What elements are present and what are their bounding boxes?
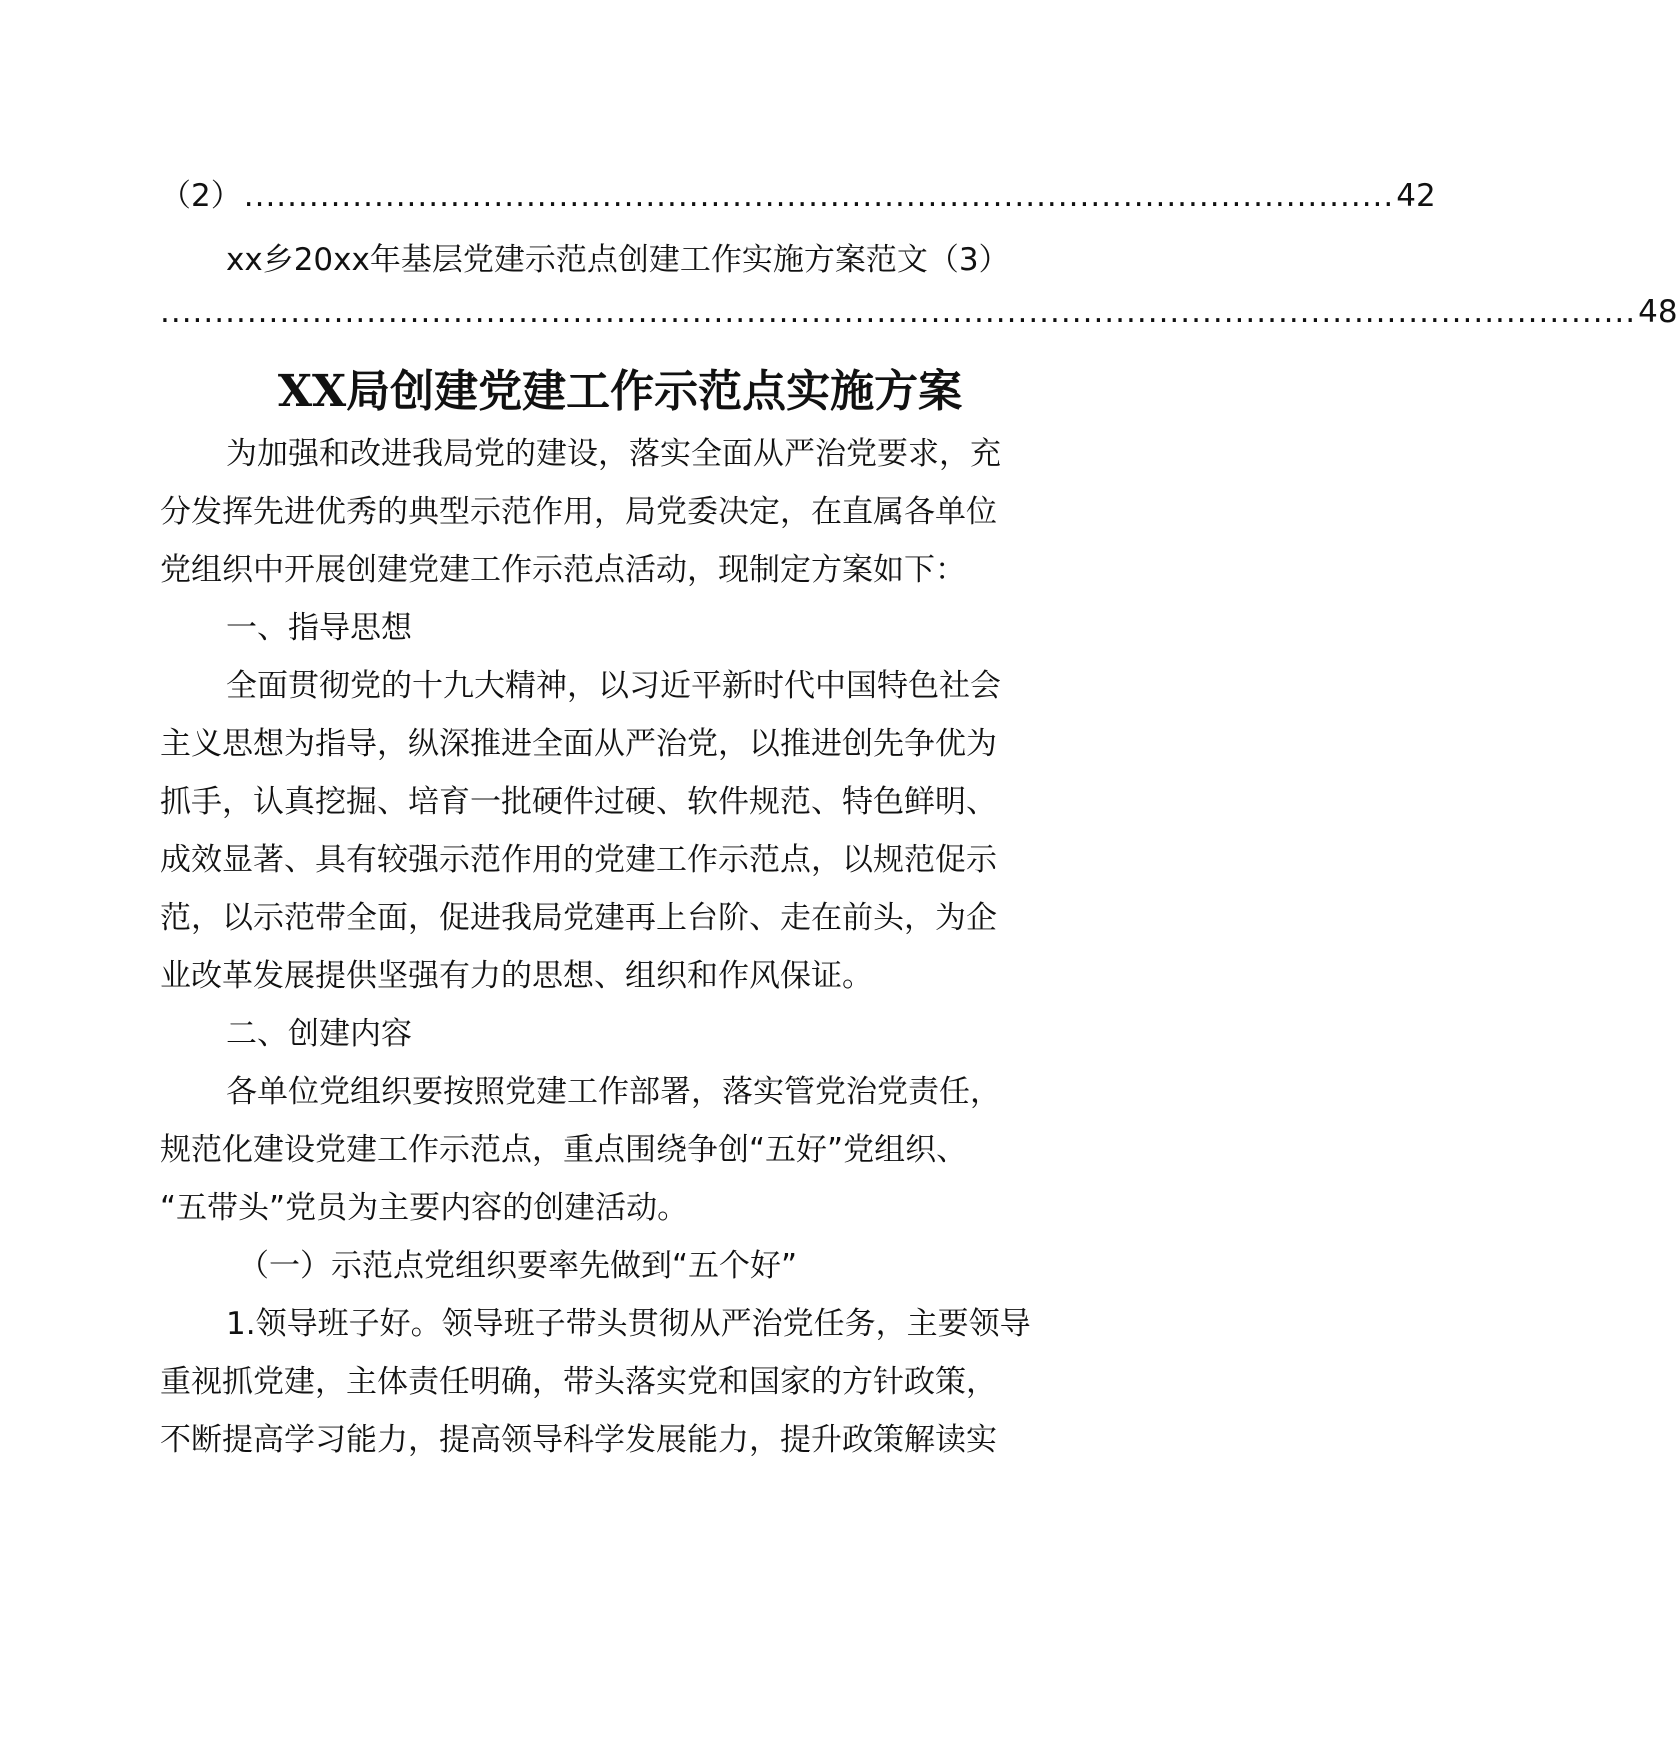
- subsection-heading: （一）示范点党组织要率先做到“五个好”: [238, 1248, 798, 1284]
- paragraph-line: 为加强和改进我局党的建设，落实全面从严治党要求，充: [226, 436, 1001, 472]
- section-heading: 二、创建内容: [226, 1016, 412, 1052]
- paragraph-line: “五带头”党员为主要内容的创建活动。: [160, 1190, 689, 1226]
- paragraph-line: 分发挥先进优秀的典型示范作用，局党委决定，在直属各单位: [160, 494, 997, 530]
- paragraph-line: 成效显著、具有较强示范作用的党建工作示范点，以规范促示: [160, 842, 997, 878]
- document-title: XX局创建党建工作示范点实施方案: [277, 366, 963, 417]
- paragraph-line: 重视抓党建，主体责任明确，带头落实党和国家的方针政策，: [160, 1364, 997, 1400]
- paragraph-line: 抓手，认真挖掘、培育一批硬件过硬、软件规范、特色鲜明、: [160, 784, 997, 820]
- paragraph-line: 各单位党组织要按照党建工作部署，落实管党治党责任，: [226, 1074, 1001, 1110]
- section-heading: 一、指导思想: [226, 610, 412, 646]
- toc-entry-2-title[interactable]: xx乡20xx年基层党建示范点创建工作实施方案范文（3）: [226, 242, 1010, 278]
- toc-entry-2[interactable]: [160, 290, 1678, 334]
- paragraph-line: 范，以示范带全面，促进我局党建再上台阶、走在前头，为企: [160, 900, 997, 936]
- paragraph-line: 主义思想为指导，纵深推进全面从严治党，以推进创先争优为: [160, 726, 997, 762]
- toc-entry-1-page-number: 42: [1396, 178, 1436, 214]
- toc-entry-2-page-number: 48: [1638, 294, 1678, 330]
- paragraph-line: 党组织中开展创建党建工作示范点活动，现制定方案如下：: [160, 552, 966, 588]
- paragraph-line: 不断提高学习能力，提高领导科学发展能力，提升政策解读实: [160, 1422, 997, 1458]
- paragraph-line: 规范化建设党建工作示范点，重点围绕争创“五好”党组织、: [160, 1132, 968, 1168]
- paragraph-line: 1.领导班子好。领导班子带头贯彻从严治党任务，主要领导: [226, 1306, 1031, 1342]
- paragraph-line: 全面贯彻党的十九大精神，以习近平新时代中国特色社会: [226, 668, 1001, 704]
- toc-entry-2-leader-dots: ........................................................................................................................................: [160, 294, 1637, 330]
- toc-entry-1-leader-dots: ..........................................................................................................: [243, 178, 1395, 214]
- toc-entry-1-label: （2）: [160, 178, 242, 214]
- toc-entry-1[interactable]: [160, 174, 1436, 218]
- paragraph-line: 业改革发展提供坚强有力的思想、组织和作风保证。: [160, 958, 873, 994]
